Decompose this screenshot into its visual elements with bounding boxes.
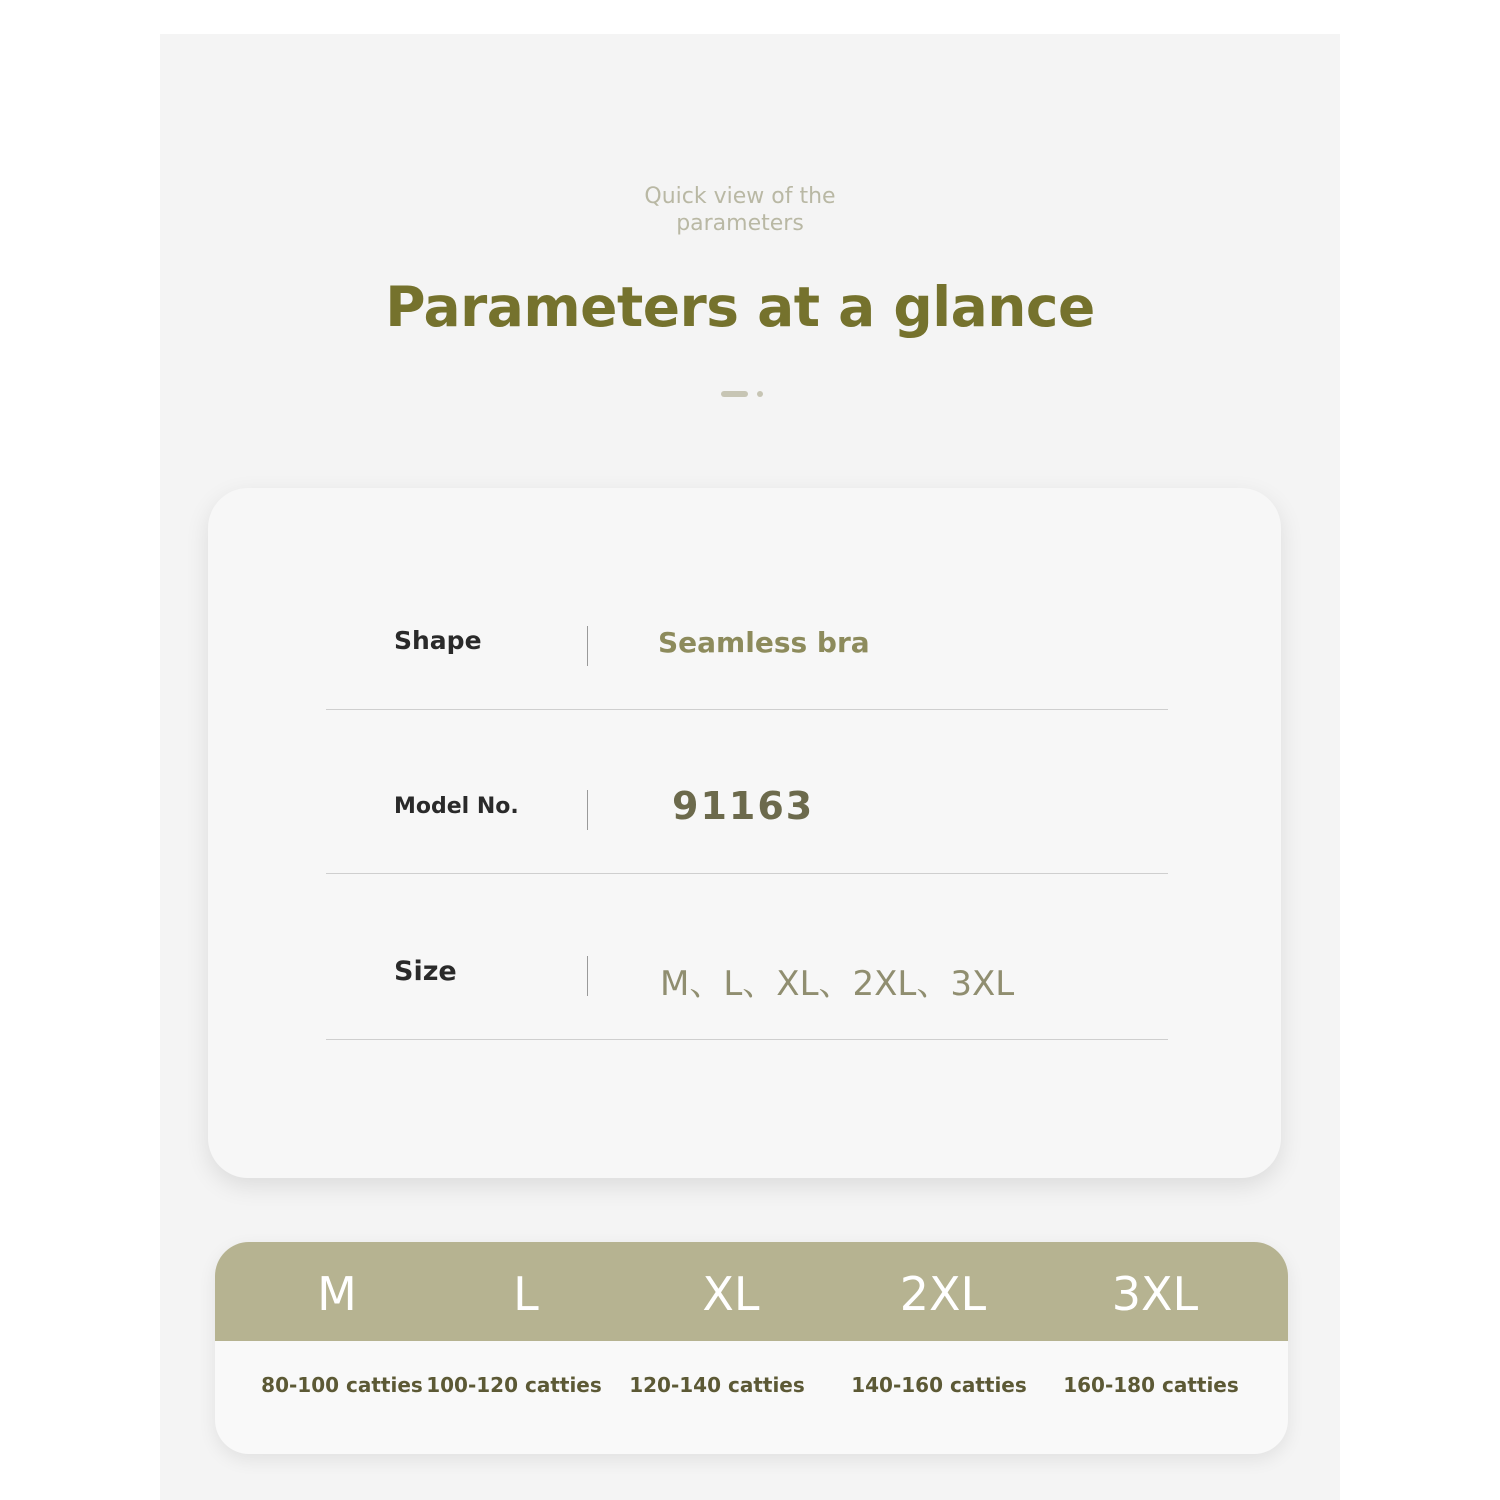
weight-cell: 140-160 catties bbox=[851, 1373, 1027, 1397]
weight-cell: 120-140 catties bbox=[629, 1373, 805, 1397]
size-header-cell: 3XL bbox=[1111, 1267, 1199, 1321]
param-divider bbox=[587, 956, 588, 996]
param-label: Model No. bbox=[394, 794, 519, 819]
weight-cell: 80-100 catties bbox=[261, 1373, 423, 1397]
size-header-cell: M bbox=[317, 1267, 357, 1321]
param-value: M、L、XL、2XL、3XL bbox=[660, 964, 1015, 1004]
size-chart bbox=[215, 1242, 1288, 1454]
param-value: Seamless bra bbox=[658, 626, 870, 659]
param-divider bbox=[587, 626, 588, 666]
param-value: 91163 bbox=[672, 784, 815, 828]
title-decoration-dot bbox=[757, 391, 763, 397]
title-decoration-dash bbox=[721, 391, 748, 397]
section-subtitle bbox=[0, 183, 1480, 237]
param-row-size bbox=[326, 874, 1168, 1040]
size-chart-header bbox=[215, 1242, 1288, 1341]
param-divider bbox=[587, 790, 588, 830]
param-row-shape bbox=[326, 544, 1168, 710]
subtitle-line-1: Quick view of the bbox=[644, 184, 836, 209]
param-row-model bbox=[326, 708, 1168, 874]
param-label: Shape bbox=[394, 626, 482, 655]
size-header-cell: L bbox=[513, 1267, 539, 1321]
subtitle-line-2: parameters bbox=[676, 211, 804, 236]
size-header-cell: 2XL bbox=[899, 1267, 987, 1321]
weight-cell: 160-180 catties bbox=[1063, 1373, 1239, 1397]
param-label: Size bbox=[394, 956, 457, 987]
weight-cell: 100-120 catties bbox=[426, 1373, 602, 1397]
size-header-cell: XL bbox=[702, 1267, 760, 1321]
page-title: Parameters at a glance bbox=[385, 275, 1095, 339]
